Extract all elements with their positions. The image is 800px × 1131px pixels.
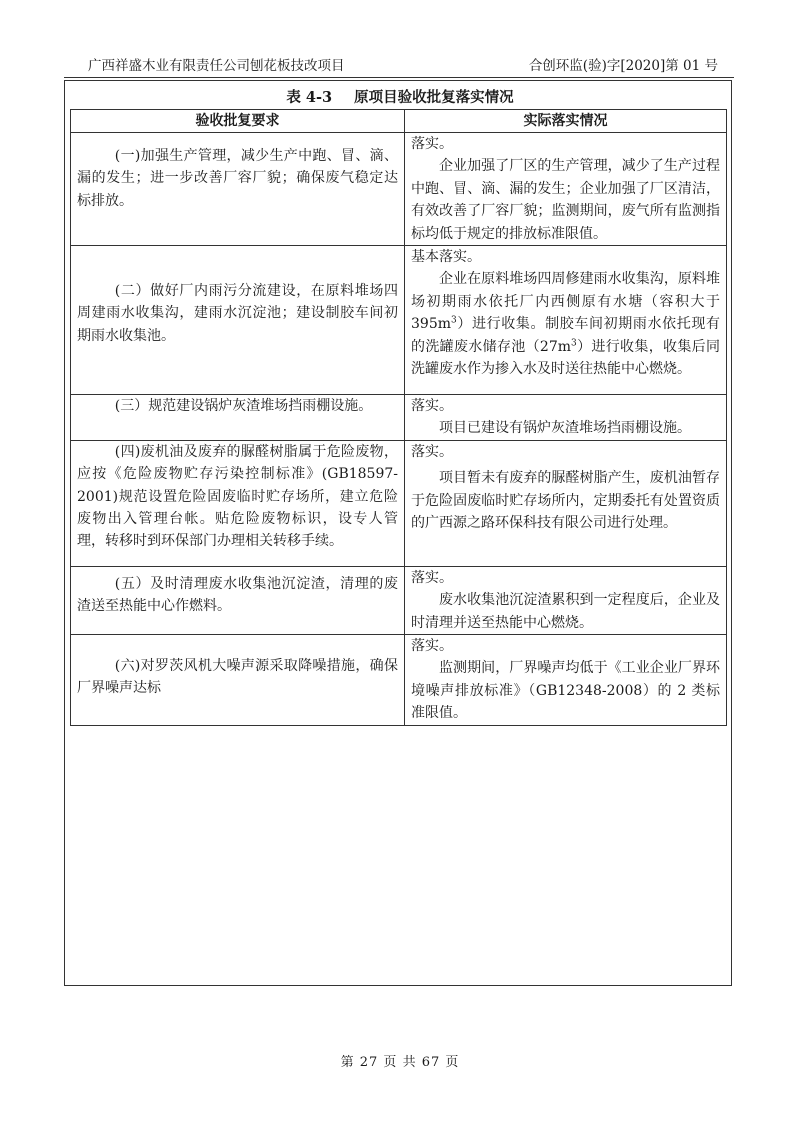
implementation-detail: 项目已建设有锅炉灰渣堆场挡雨棚设施。: [439, 420, 691, 437]
table-row: [71, 440, 727, 566]
implementation-cell: [405, 440, 727, 566]
requirement-cell: (二）做好厂内雨污分流建设，在原料堆场四周建雨水收集沟，建雨水沉淀池；建设制胶车间初期雨水收集池。: [71, 246, 405, 395]
table-caption-title: 原项目验收批复落实情况: [354, 89, 514, 106]
requirement-cell: (四)废机油及废弃的脲醛树脂属于危险废物，应按《危险废物贮存污染控制标准》(GB18597-2001)规范设置危险固废临时贮存场所，建立危险废物出入管理台帐。贴危险废物标识，设专人管理，转移时到环保部门办理相关转移手续。: [71, 440, 405, 566]
implementation-status: 落实。: [411, 443, 453, 460]
page-number: 第 27 页 共 67 页: [340, 1055, 460, 1070]
table-row: [71, 133, 727, 246]
implementation-cell: [405, 566, 727, 634]
table-caption-number: 表 4-3: [286, 89, 333, 106]
implementation-detail: 企业加强了厂区的生产管理，减少了生产过程中跑、冒、滴、漏的发生；企业加强了厂区清洁，有效改善了厂容厂貌；监测期间，废气所有监测指标均低于规定的排放标准限值。: [411, 158, 720, 242]
table-header-row: [71, 110, 727, 133]
table-row: [71, 635, 727, 726]
table-row: [71, 395, 727, 441]
header-project-name: 广西祥盛木业有限责任公司刨花板技改项目: [88, 58, 345, 74]
header-report-number: 合创环监(验)字[2020]第 01 号: [528, 58, 718, 74]
implementation-detail: 企业在原料堆场四周修建雨水收集沟，原料堆场初期雨水依托厂内西侧原有水塘（容积大于 $395m^3$）进行收集。制胶车间初期雨水依托现有的洗罐废水储存池$(27m^3)$进行收集，收集后同洗罐废水作为掺入水及时送往热能中心燃烧。: [411, 271, 720, 378]
table-caption: [0, 88, 800, 108]
implementation-status: 落实。: [411, 569, 453, 586]
implementation-status: 落实。: [411, 638, 453, 655]
implementation-cell: [405, 246, 727, 395]
implementation-detail: 项目暂未有废弃的脲醛树脂产生，废机油暂存于危险固废临时贮存场所内，定期委托有处置资质的广西源之路环保科技有限公司进行处理。: [411, 470, 720, 532]
column-header-requirement: 验收批复要求: [71, 110, 405, 133]
table-row: [71, 566, 727, 634]
requirement-cell: (五）及时清理废水收集池沉淀渣，清理的废渣送至热能中心作燃料。: [71, 566, 405, 634]
column-header-implementation: 实际落实情况: [405, 110, 727, 133]
header-divider: [64, 77, 734, 78]
requirement-cell: (三）规范建设锅炉灰渣堆场挡雨棚设施。: [71, 395, 405, 441]
acceptance-implementation-table: [70, 109, 727, 726]
implementation-detail: 废水收集池沉淀渣累积到一定程度后，企业及时清理并送至热能中心燃烧。: [411, 592, 720, 631]
implementation-cell: [405, 133, 727, 246]
implementation-detail: 监测期间，厂界噪声均低于《工业企业厂界环境噪声排放标准》（GB12348-2008）的 2 类标准限值。: [411, 660, 720, 722]
implementation-status: 基本落实。: [411, 249, 481, 266]
implementation-cell: [405, 635, 727, 726]
requirement-cell: (六)对罗茨风机大噪声源采取降噪措施，确保厂界噪声达标: [71, 635, 405, 726]
implementation-status: 落实。: [411, 136, 453, 152]
implementation-cell: [405, 395, 727, 441]
implementation-status: 落实。: [411, 398, 453, 415]
table-row: [71, 246, 727, 395]
requirement-cell: (一)加强生产管理，减少生产中跑、冒、滴、漏的发生；进一步改善厂容厂貌；确保废气稳定达标排放。: [71, 133, 405, 246]
